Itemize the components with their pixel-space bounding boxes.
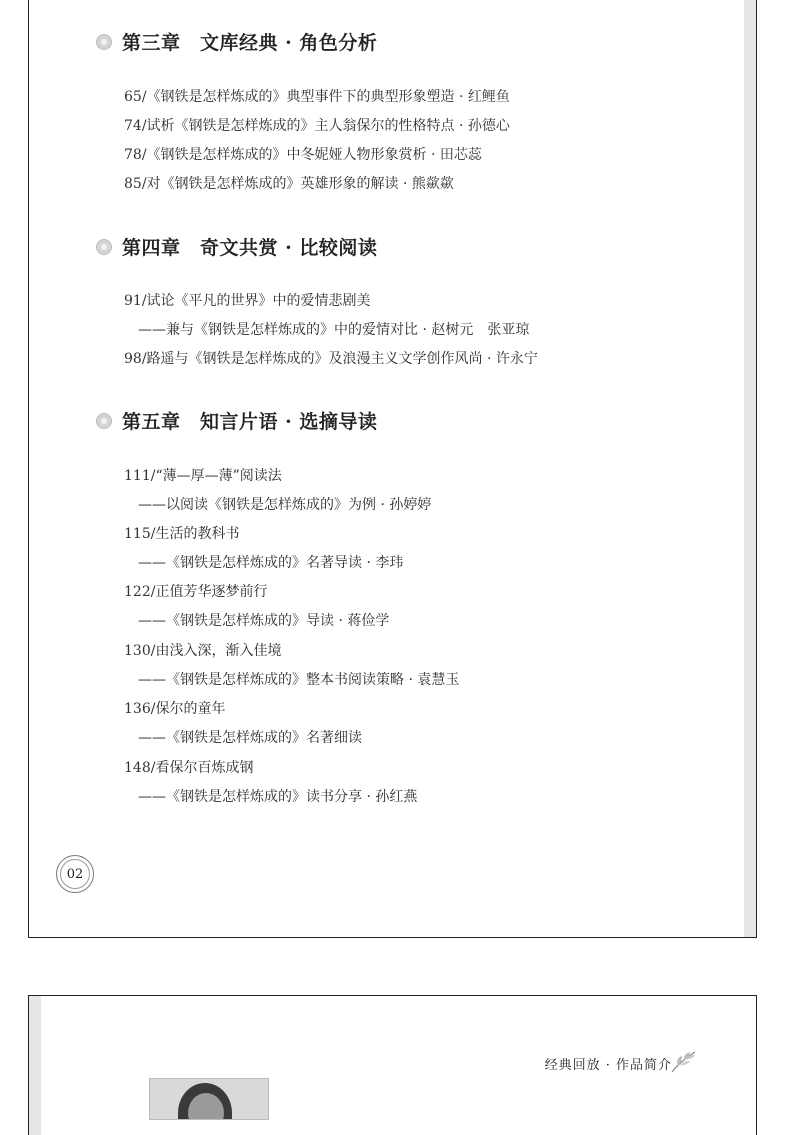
entry-page: 130/ (124, 643, 156, 659)
toc-entry (124, 86, 510, 106)
toc-entry-subtitle (138, 786, 417, 806)
entry-page: 148/ (124, 760, 156, 776)
toc-entry (124, 144, 482, 164)
toc-entry-subtitle (138, 669, 459, 689)
entry-subtitle: ——以阅读《钢铁是怎样炼成的》为例 (138, 497, 376, 513)
entry-page: 85/ (124, 176, 147, 192)
toc-entry (124, 465, 282, 485)
chapter-heading-5 (96, 407, 377, 434)
chapter-bullet-icon (96, 413, 112, 429)
entry-page: 122/ (124, 584, 156, 600)
toc-entry (124, 523, 239, 543)
author-portrait (149, 1078, 269, 1120)
page-number: 02 (66, 866, 84, 882)
entry-subtitle: ——《钢铁是怎样炼成的》整本书阅读策略 (138, 672, 404, 688)
entry-page: 111/ (124, 468, 156, 484)
entry-subtitle: ——《钢铁是怎样炼成的》导读 (138, 613, 334, 629)
entry-author: · 田芯蕊 (430, 147, 482, 163)
toc-entry (124, 115, 510, 135)
leaf-ornament-icon (668, 1048, 698, 1076)
entry-title: 《钢铁是怎样炼成的》中冬妮娅人物形象赏析 (146, 147, 427, 163)
entry-author: · 孙红燕 (366, 789, 418, 805)
entry-title: 正值芳华逐梦前行 (155, 584, 268, 600)
entry-title: 路遥与《钢铁是怎样炼成的》及浪漫主义文学创作风尚 (146, 351, 483, 367)
toc-entry-subtitle (138, 610, 389, 630)
toc-entry (124, 698, 225, 718)
chapter-bullet-icon (96, 239, 112, 255)
toc-entry (124, 173, 454, 193)
running-head: 经典回放 · 作品简介 (544, 1058, 672, 1073)
entry-subtitle: ——兼与《钢铁是怎样炼成的》中的爱情对比 (138, 322, 418, 338)
entry-subtitle: ——《钢铁是怎样炼成的》读书分享 (138, 789, 362, 805)
page-edge-shade (744, 0, 756, 937)
entry-page: 74/ (124, 118, 147, 134)
entry-page: 65/ (124, 89, 147, 105)
entry-author: · 孙德心 (458, 118, 510, 134)
chapter-heading-4 (96, 233, 377, 260)
entry-author: · 孙婷婷 (380, 497, 432, 513)
entry-title: 由浅入深，渐入佳境 (155, 643, 282, 659)
entry-page: 78/ (124, 147, 147, 163)
toc-entry (124, 581, 267, 601)
entry-title: 生活的教科书 (155, 526, 240, 542)
toc-entry-subtitle (138, 727, 362, 747)
entry-subtitle: ——《钢铁是怎样炼成的》名著细读 (138, 730, 362, 746)
entry-author: · 李玮 (366, 555, 404, 571)
entry-author: · 赵树元 张亚琼 (422, 322, 530, 338)
chapter-title: 第五章 知言片语 · 选摘导读 (122, 411, 378, 433)
entry-title: “薄—厚—薄”阅读法 (155, 468, 282, 484)
entry-page: 115/ (124, 526, 156, 542)
toc-entry (124, 348, 538, 368)
toc-entry (124, 757, 253, 777)
chapter-title: 第四章 奇文共赏 · 比较阅读 (122, 237, 378, 259)
toc-entry-subtitle (138, 552, 403, 572)
entry-title: 对《钢铁是怎样炼成的》英雄形象的解读 (146, 176, 399, 192)
entry-author: · 许永宁 (486, 351, 538, 367)
entry-author: · 袁慧玉 (408, 672, 460, 688)
next-page (28, 995, 757, 1135)
entry-subtitle: ——《钢铁是怎样炼成的》名著导读 (138, 555, 362, 571)
entry-title: 《钢铁是怎样炼成的》典型事件下的典型形象塑造 (146, 89, 455, 105)
page-number-badge (56, 855, 94, 893)
entry-title: 试论《平凡的世界》中的爱情悲剧美 (146, 293, 371, 309)
entry-author: · 红鲤鱼 (458, 89, 510, 105)
toc-entry-subtitle (138, 319, 529, 339)
chapter-title: 第三章 文库经典 · 角色分析 (122, 32, 378, 54)
toc-entry (124, 290, 371, 310)
entry-title: 看保尔百炼成钢 (155, 760, 254, 776)
chapter-heading-3 (96, 28, 377, 55)
toc-entry (124, 640, 281, 660)
entry-title: 试析《钢铁是怎样炼成的》主人翁保尔的性格特点 (146, 118, 455, 134)
chapter-bullet-icon (96, 34, 112, 50)
entry-page: 98/ (124, 351, 147, 367)
entry-page: 91/ (124, 293, 147, 309)
entry-page: 136/ (124, 701, 156, 717)
toc-entry-subtitle (138, 494, 431, 514)
page-edge-shade (29, 996, 41, 1135)
entry-author: · 蒋俭学 (338, 613, 390, 629)
entry-author: · 熊歘歘 (402, 176, 454, 192)
entry-title: 保尔的童年 (155, 701, 226, 717)
